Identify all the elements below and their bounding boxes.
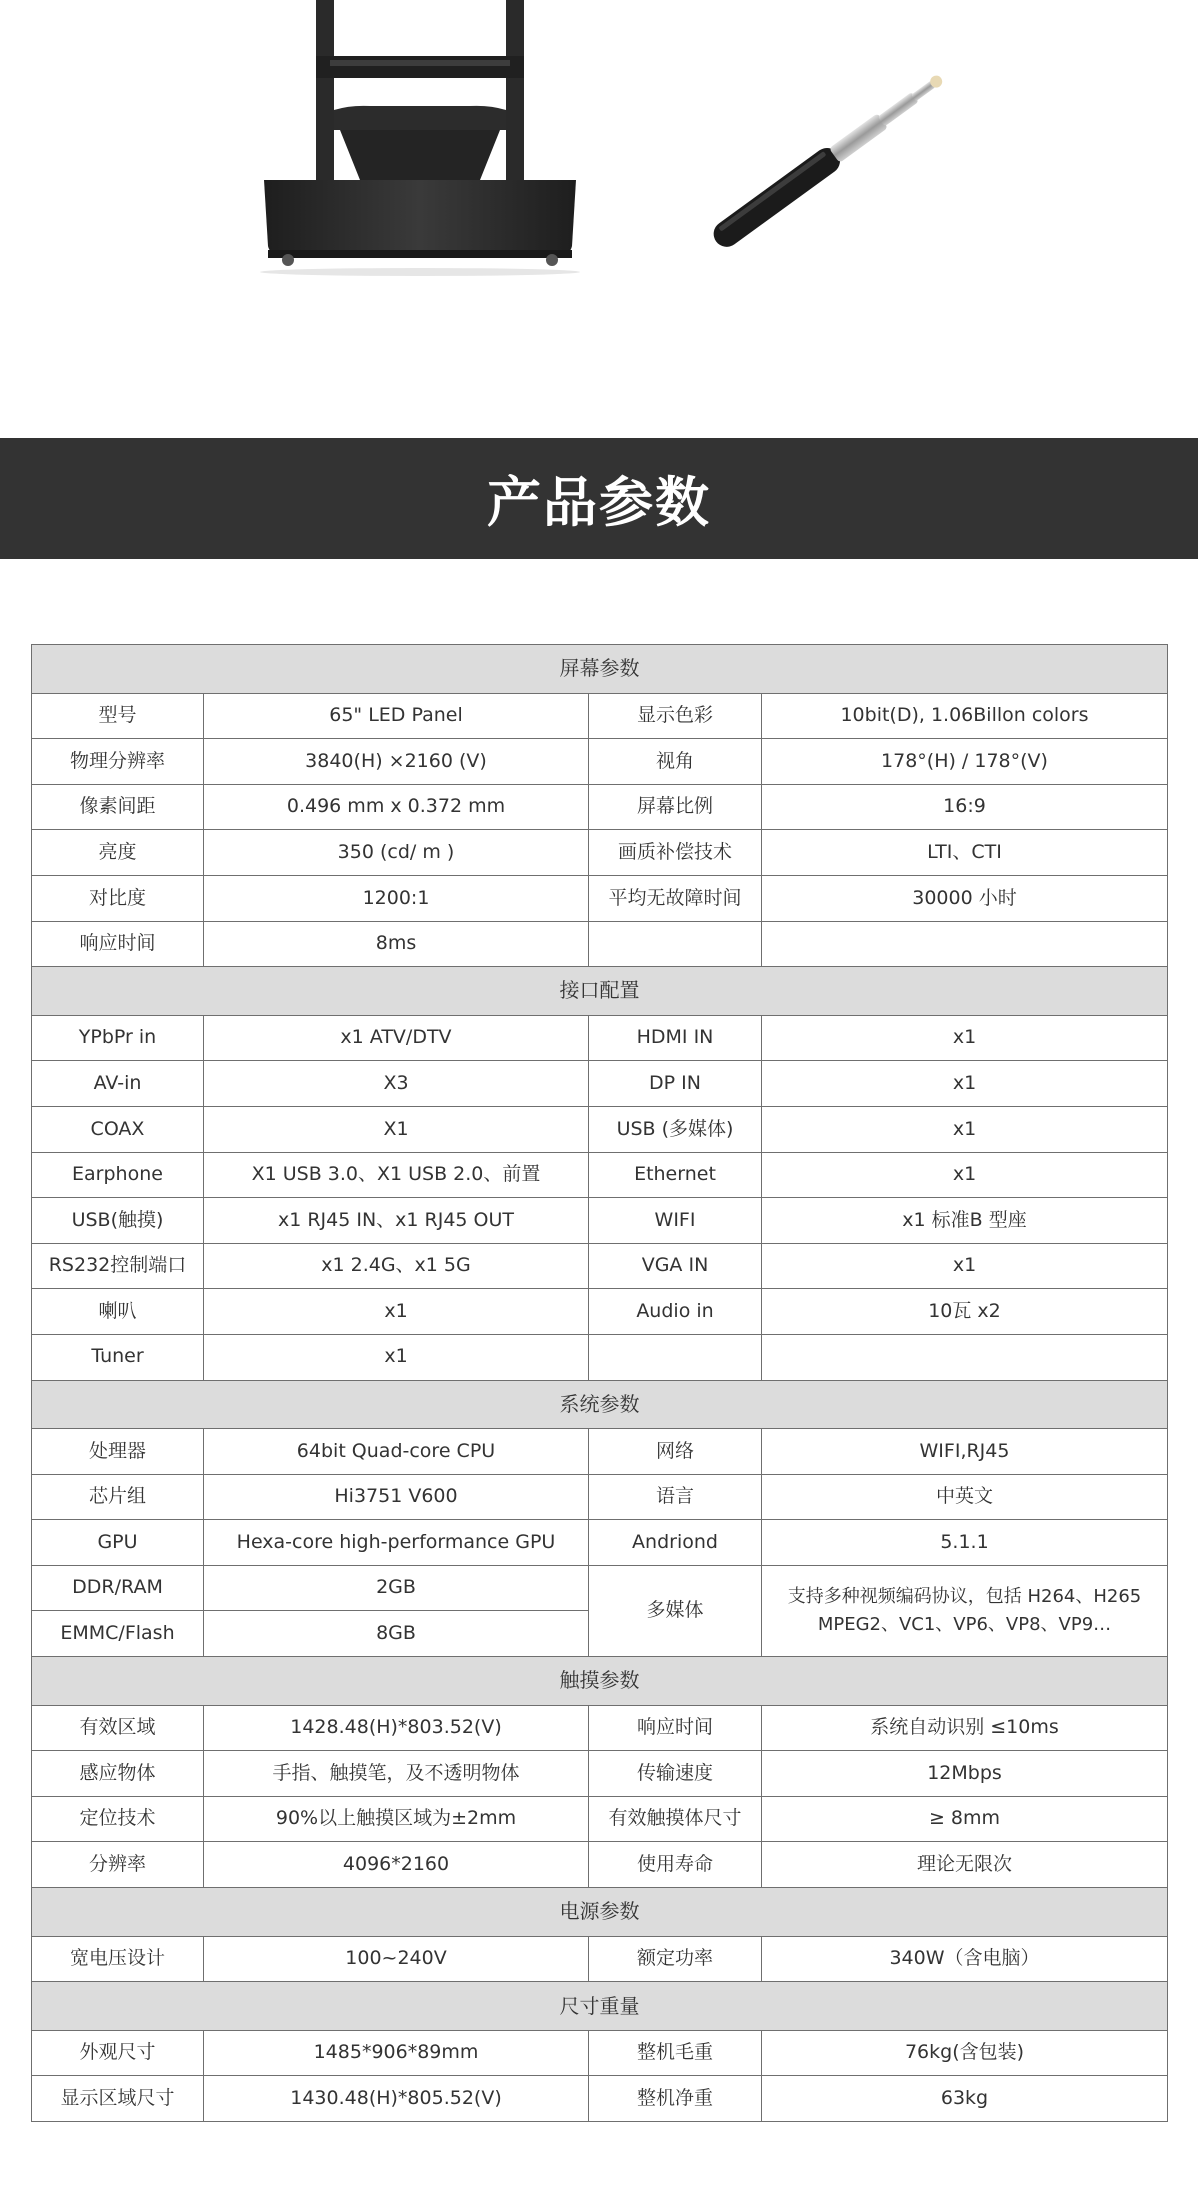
spec-label: Earphone [32,1152,204,1198]
spec-value: LTI、CTI [762,830,1168,876]
spec-label: 语言 [589,1474,762,1520]
table-row [32,1429,1168,1475]
spec-label: 感应物体 [32,1751,204,1797]
spec-label: 处理器 [32,1429,204,1475]
spec-label: 整机净重 [589,2076,762,2122]
spec-label: 使用寿命 [589,1842,762,1888]
spec-value: x1 [762,1106,1168,1152]
table-row [32,1334,1168,1380]
spec-value: x1 [762,1015,1168,1061]
table-row [32,1520,1168,1566]
media-line-2: MPEG2、VC1、VP6、VP8、VP9… [817,1613,1112,1635]
spec-label: EMMC/Flash [32,1611,204,1657]
table-row [32,1474,1168,1520]
spec-value: 64bit Quad-core CPU [204,1429,589,1475]
section-banner [0,438,1198,559]
spec-label: Ethernet [589,1152,762,1198]
system-section [32,1380,1168,1657]
spec-value: 1485*906*89mm [204,2030,589,2076]
spec-label: Andriond [589,1520,762,1566]
table-row [32,830,1168,876]
spec-label: 亮度 [32,830,204,876]
spec-value: 30000 小时 [762,875,1168,921]
telescopic-pointer-image [680,50,970,270]
table-row [32,875,1168,921]
table-row [32,1198,1168,1244]
spec-value: 350 (cd/ m ) [204,830,589,876]
spec-value: X3 [204,1061,589,1107]
spec-label [589,1334,762,1380]
spec-label: 视角 [589,739,762,785]
spec-value: x1 [204,1334,589,1380]
spec-value: 63kg [762,2076,1168,2122]
table-row [32,693,1168,739]
spec-value: 340W（含电脑） [762,1936,1168,1982]
spec-label: 外观尺寸 [32,2030,204,2076]
spec-value: 0.496 mm x 0.372 mm [204,784,589,830]
spec-label: RS232控制端口 [32,1243,204,1289]
table-row [32,784,1168,830]
table-row [32,1015,1168,1061]
spec-value: x1 ATV/DTV [204,1015,589,1061]
spec-value: x1 2.4G、x1 5G [204,1243,589,1289]
spec-label: USB (多媒体) [589,1106,762,1152]
spec-value: 2GB [204,1565,589,1611]
spec-value: 8GB [204,1611,589,1657]
size-section [32,1982,1168,2122]
spec-label: 喇叭 [32,1289,204,1335]
spec-value: X1 [204,1106,589,1152]
spec-label: 显示色彩 [589,693,762,739]
section-title: 电源参数 [32,1888,1168,1937]
touch-section [32,1657,1168,1888]
spec-label: Audio in [589,1289,762,1335]
spec-value: 178°(H) / 178°(V) [762,739,1168,785]
section-title: 屏幕参数 [32,645,1168,694]
table-row [32,1796,1168,1842]
spec-value: 10瓦 x2 [762,1289,1168,1335]
spec-label: 物理分辨率 [32,739,204,785]
spec-value: Hexa-core high-performance GPU [204,1520,589,1566]
spec-label: USB(触摸) [32,1198,204,1244]
spec-table [31,644,1168,2122]
spec-value-multiline [762,1565,1168,1656]
spec-label: 网络 [589,1429,762,1475]
spec-label: WIFI [589,1198,762,1244]
table-row [32,1842,1168,1888]
spec-value [762,1334,1168,1380]
spec-label: 整机毛重 [589,2030,762,2076]
spec-label: 有效触摸体尺寸 [589,1796,762,1842]
spec-value: 系统自动识别 ≤10ms [762,1705,1168,1751]
section-title: 尺寸重量 [32,1982,1168,2031]
spec-label: Tuner [32,1334,204,1380]
banner-title: 产品参数 [487,471,711,534]
spec-value: 100~240V [204,1936,589,1982]
spec-value: 中英文 [762,1474,1168,1520]
spec-label: 有效区域 [32,1705,204,1751]
spec-label: HDMI IN [589,1015,762,1061]
spec-value: x1 RJ45 IN、x1 RJ45 OUT [204,1198,589,1244]
spec-value: 1428.48(H)*803.52(V) [204,1705,589,1751]
spec-value: 16:9 [762,784,1168,830]
spec-value: 12Mbps [762,1751,1168,1797]
spec-value: 理论无限次 [762,1842,1168,1888]
spec-value: 5.1.1 [762,1520,1168,1566]
table-row [32,1152,1168,1198]
table-row [32,1243,1168,1289]
section-title: 触摸参数 [32,1657,1168,1706]
section-title: 系统参数 [32,1380,1168,1429]
table-row [32,1565,1168,1611]
spec-value: 1430.48(H)*805.52(V) [204,2076,589,2122]
spec-label: YPbPr in [32,1015,204,1061]
spec-label: 芯片组 [32,1474,204,1520]
spec-label: 响应时间 [32,921,204,967]
table-row [32,2030,1168,2076]
spec-value: 1200:1 [204,875,589,921]
spec-value: x1 [762,1243,1168,1289]
spec-value: ≥ 8mm [762,1796,1168,1842]
spec-label: VGA IN [589,1243,762,1289]
spec-value: 4096*2160 [204,1842,589,1888]
spec-label: AV-in [32,1061,204,1107]
spec-label: 型号 [32,693,204,739]
interface-section [32,967,1168,1380]
spec-value: 10bit(D), 1.06Billon colors [762,693,1168,739]
spec-value: x1 标准B 型座 [762,1198,1168,1244]
spec-label [589,921,762,967]
spec-label: GPU [32,1520,204,1566]
spec-value: x1 [204,1289,589,1335]
table-row [32,921,1168,967]
table-row [32,1936,1168,1982]
spec-label: 宽电压设计 [32,1936,204,1982]
spec-value: x1 [762,1152,1168,1198]
spec-label: 多媒体 [589,1565,762,1656]
spec-label: COAX [32,1106,204,1152]
section-title: 接口配置 [32,967,1168,1016]
spec-value: 76kg(含包装) [762,2030,1168,2076]
spec-value: Hi3751 V600 [204,1474,589,1520]
spec-label: 屏幕比例 [589,784,762,830]
spec-label: 显示区域尺寸 [32,2076,204,2122]
mobile-stand-image [250,0,590,280]
spec-label: DDR/RAM [32,1565,204,1611]
spec-value: 8ms [204,921,589,967]
spec-label: 定位技术 [32,1796,204,1842]
table-row [32,739,1168,785]
product-image-area [0,0,1198,438]
spec-value: WIFI,RJ45 [762,1429,1168,1475]
spec-label: 响应时间 [589,1705,762,1751]
spec-value: 65" LED Panel [204,693,589,739]
table-row [32,1705,1168,1751]
spec-value: X1 USB 3.0、X1 USB 2.0、前置 [204,1152,589,1198]
spec-value [762,921,1168,967]
table-row [32,1106,1168,1152]
media-line-1: 支持多种视频编码协议，包括 H264、H265 [787,1586,1142,1608]
spec-label: DP IN [589,1061,762,1107]
table-row [32,1061,1168,1107]
spec-value: x1 [762,1061,1168,1107]
spec-value: 3840(H) ×2160 (V) [204,739,589,785]
table-row [32,2076,1168,2122]
table-row [32,1289,1168,1335]
spec-label: 分辨率 [32,1842,204,1888]
spec-value: 手指、触摸笔，及不透明物体 [204,1751,589,1797]
spec-label: 像素间距 [32,784,204,830]
screen-section [32,645,1168,967]
spec-label: 传输速度 [589,1751,762,1797]
spec-label: 对比度 [32,875,204,921]
table-row [32,1751,1168,1797]
power-section [32,1888,1168,1982]
spec-label: 平均无故障时间 [589,875,762,921]
spec-label: 额定功率 [589,1936,762,1982]
spec-value: 90%以上触摸区域为±2mm [204,1796,589,1842]
spec-label: 画质补偿技术 [589,830,762,876]
